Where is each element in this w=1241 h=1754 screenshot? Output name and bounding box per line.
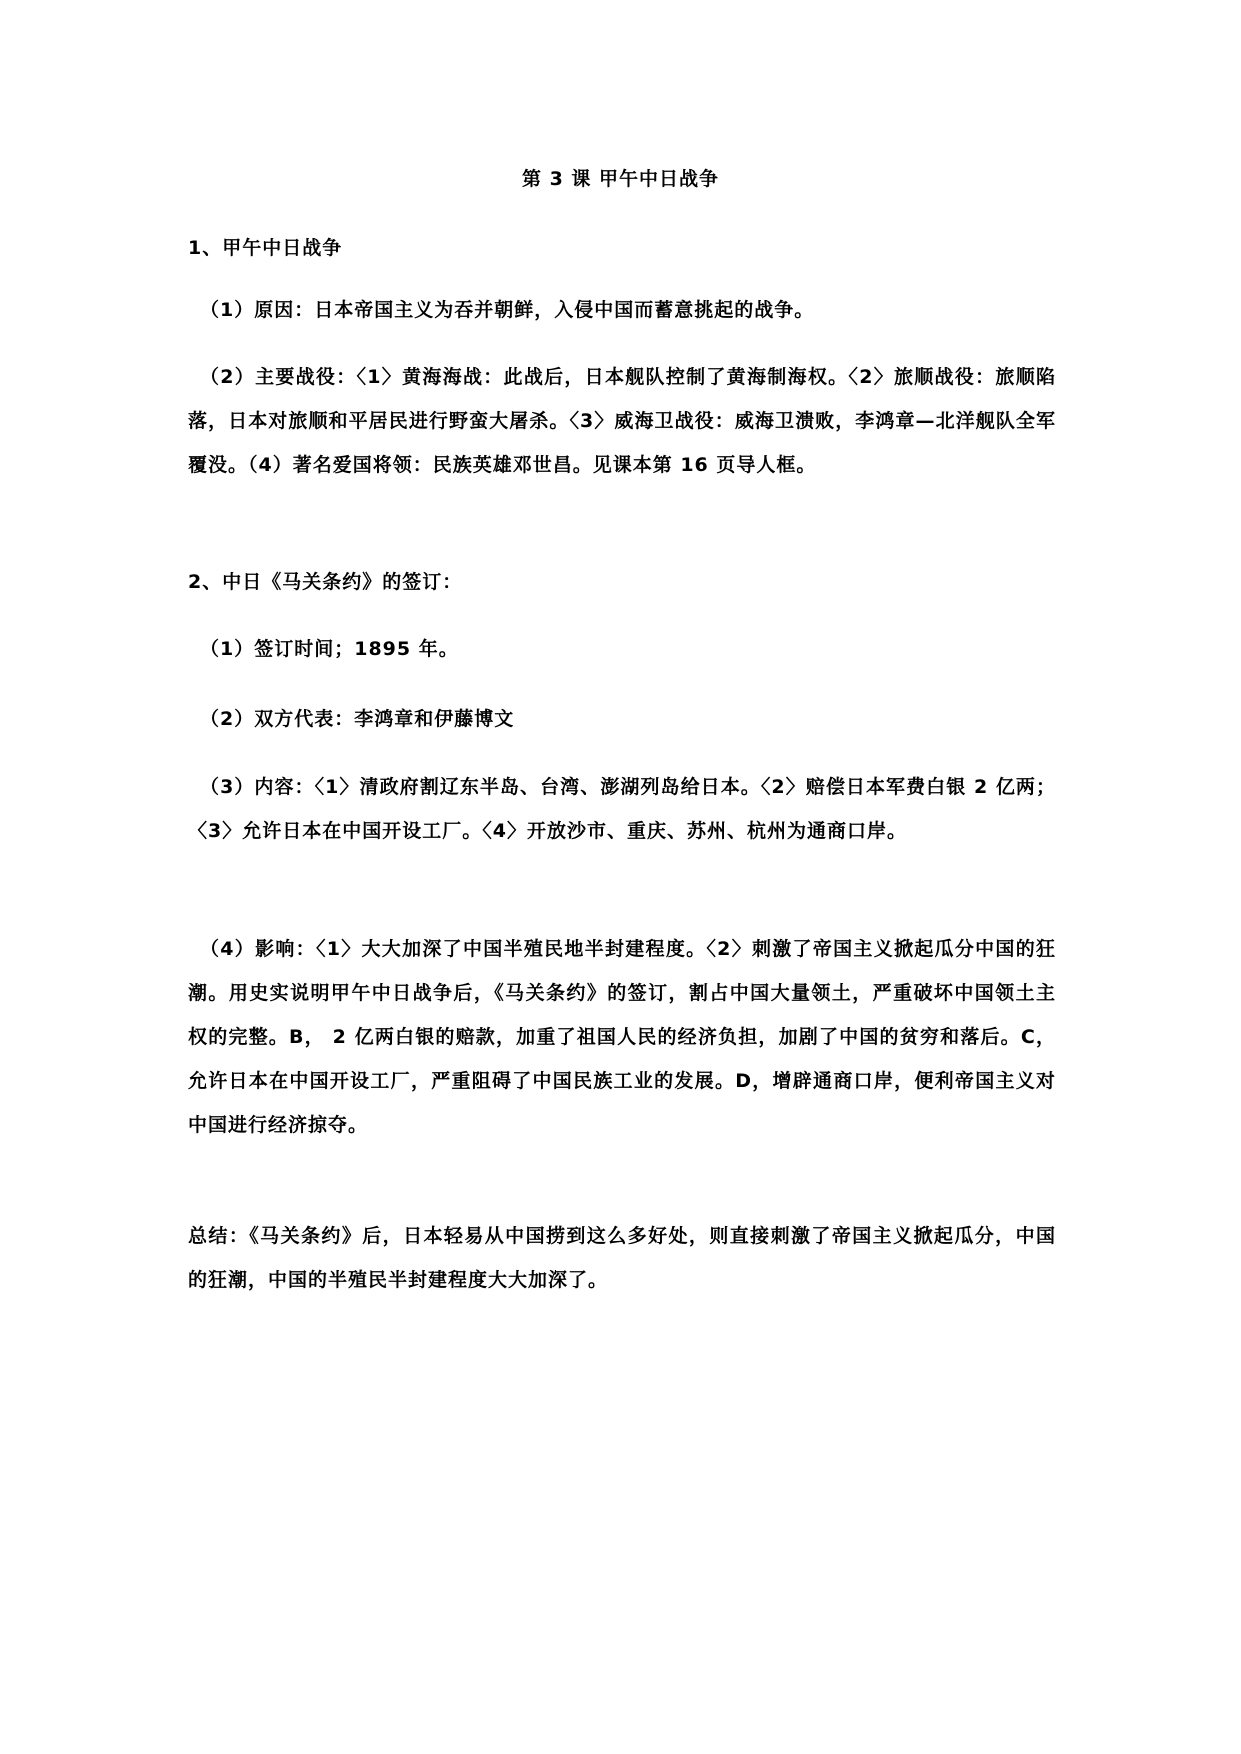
page-title: 第 3 课 甲午中日战争: [521, 168, 720, 190]
paragraph-cause: （1）原因：日本帝国主义为吞并朝鲜，入侵中国而蓄意挑起的战争。: [200, 299, 815, 321]
paragraph-summary: 总结：《马关条约》后，日本轻易从中国捞到这么多好处，则直接刺激了帝国主义掀起瓜分，中国的狂潮，中国的半殖民半封建程度大大加深了。: [188, 1225, 1056, 1291]
paragraph-signing-time: （1）签订时间；1895 年。: [200, 638, 459, 660]
paragraph-battles: （2）主要战役：〈1〉黄海海战：此战后，日本舰队控制了黄海制海权。〈2〉旅顺战役：旅顺陷落，日本对旅顺和平居民进行野蛮大屠杀。〈3〉威海卫战役：威海卫溃败，李鸿章—北洋舰队全军覆没。（4）著名爱国将领：民族英雄邓世昌。见课本第 16 页导人框。: [188, 366, 1056, 476]
paragraph-contents: （3）内容：〈1〉清政府割辽东半岛、台湾、澎湖列岛给日本。〈2〉赔偿日本军费白银 2 亿两；〈3〉允许日本在中国开设工厂。〈4〉开放沙市、重庆、苏州、杭州为通商口岸。: [188, 776, 1056, 842]
paragraph-impact: （4）影响：〈1〉大大加深了中国半殖民地半封建程度。〈2〉刺激了帝国主义掀起瓜分中国的狂潮。用史实说明甲午中日战争后，《马关条约》的签订，割占中国大量领土，严重破坏中国领土主权的完整。B， 2 亿两白银的赔款，加重了祖国人民的经济负担，加剧了中国的贫穷和落后。C，允许日本在中国开设工厂，严重阻碍了中国民族工业的发展。D，增辟通商口岸，便利帝国主义对中国进行经济掠夺。: [188, 938, 1056, 1136]
paragraph-representatives: （2）双方代表：李鸿章和伊藤博文: [200, 708, 515, 730]
section-heading-1: 1、甲午中日战争: [188, 237, 343, 259]
section-heading-2: 2、中日《马关条约》的签订：: [188, 571, 463, 593]
